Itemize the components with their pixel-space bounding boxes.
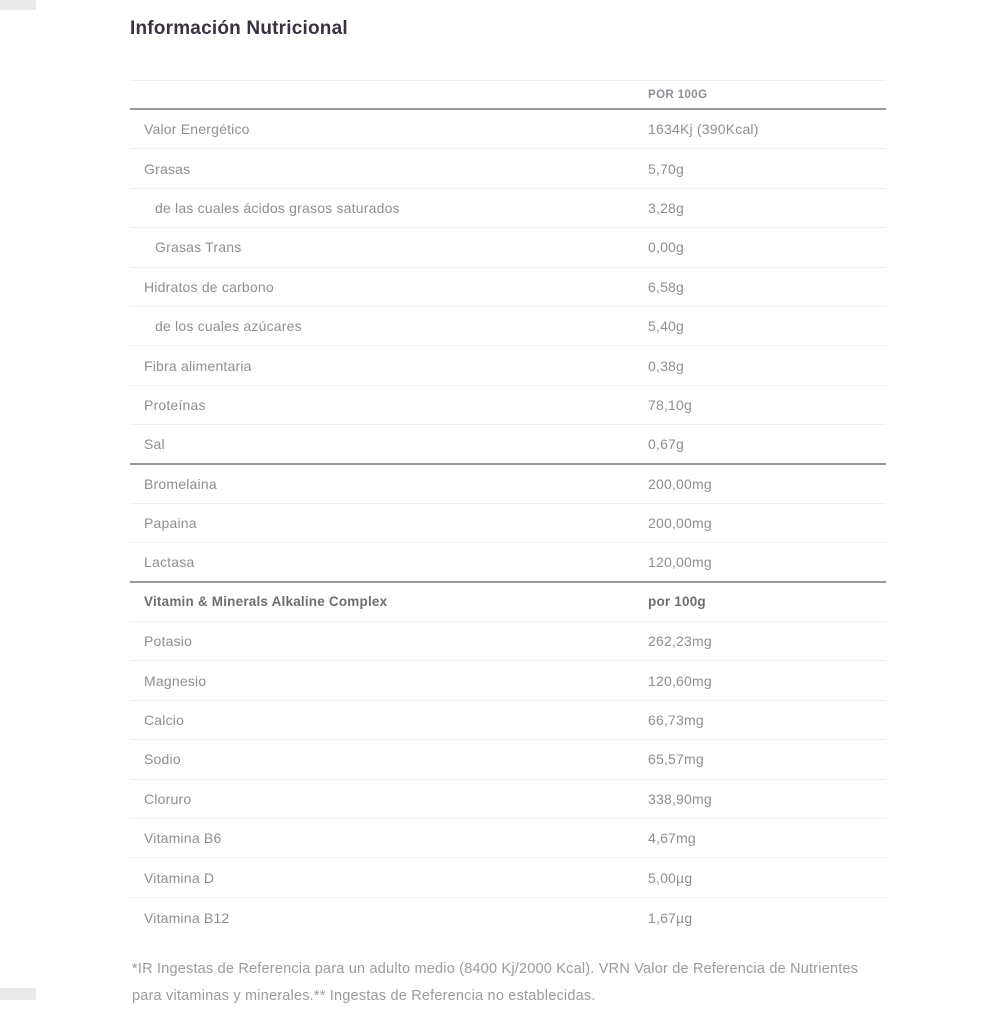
table-row [130,110,886,149]
nutrition-panel [130,18,886,1010]
row-label: Potasio [144,633,193,650]
row-label: Bromelaina [144,475,217,492]
row-label: de las cuales ácidos grasos saturados [155,199,400,216]
row-value: 4,67mg [648,830,696,847]
row-value: por 100g [648,594,706,610]
row-value: 5,40g [648,318,685,335]
row-value: 120,60mg [648,672,712,689]
table-row [130,780,886,819]
row-value: 78,10g [648,396,693,413]
row-label: Papaina [144,515,197,532]
row-value: 1634Kj (390Kcal) [648,121,759,138]
table-row [130,465,886,504]
row-label: Proteínas [144,396,206,413]
row-label: Grasas Trans [155,239,242,256]
row-value: 262,23mg [648,633,712,650]
table-row [130,504,886,543]
table-row [130,425,886,464]
column-header-per-100g: POR 100G [648,88,708,101]
row-label: Cloruro [144,790,192,807]
table-row [130,228,886,267]
row-label: Fibra alimentaria [144,357,252,374]
row-value: 0,38g [648,357,685,374]
page-title: Información Nutricional [130,18,348,39]
table-row [130,307,886,346]
table-row [130,661,886,700]
nutrition-table [130,80,886,937]
image-corner-artifact-top [0,0,36,10]
row-label: Vitamina D [144,869,215,886]
row-value: 120,00mg [648,553,712,570]
image-corner-artifact-bottom [0,988,36,1000]
footnote-text: *IR Ingestas de Referencia para un adulto medio (8400 Kj/2000 Kcal). VRN Valor de Referencia de Nutrientes para vitaminas y minerales.** Ingestas de Referencia no establecidas. [132,961,859,1005]
table-row [130,346,886,385]
table-row [130,819,886,858]
table-row [130,622,886,661]
row-label: Grasas [144,160,191,177]
table-row [130,701,886,740]
row-value: 200,00mg [648,515,712,532]
row-value: 0,67g [648,435,685,452]
row-value: 1,67µg [648,909,693,926]
row-value: 65,57mg [648,751,704,768]
row-value: 66,73mg [648,712,704,729]
table-row [130,898,886,937]
table-row [130,740,886,779]
row-label: Hidratos de carbono [144,278,274,295]
row-label: Lactasa [144,553,195,570]
row-value: 5,00µg [648,869,693,886]
table-rows-container [130,110,886,937]
row-label: Sal [144,435,165,452]
table-row [130,149,886,188]
table-row [130,583,886,622]
row-label: de los cuales azúcares [155,318,302,335]
row-label: Sodio [144,751,181,768]
table-header-row [130,80,886,110]
row-value: 0,00g [648,239,685,256]
row-label: Vitamina B6 [144,830,222,847]
row-value: 6,58g [648,278,685,295]
row-label: Magnesio [144,672,207,689]
row-label: Vitamin & Minerals Alkaline Complex [144,594,388,610]
table-row [130,858,886,897]
table-row [130,543,886,582]
row-label: Calcio [144,712,185,729]
table-row [130,268,886,307]
row-label: Vitamina B12 [144,909,230,926]
row-value: 5,70g [648,160,685,177]
row-value: 3,28g [648,199,685,216]
row-value: 338,90mg [648,790,712,807]
table-row [130,189,886,228]
table-row [130,386,886,425]
row-value: 200,00mg [648,475,712,492]
row-label: Valor Energético [144,121,250,138]
